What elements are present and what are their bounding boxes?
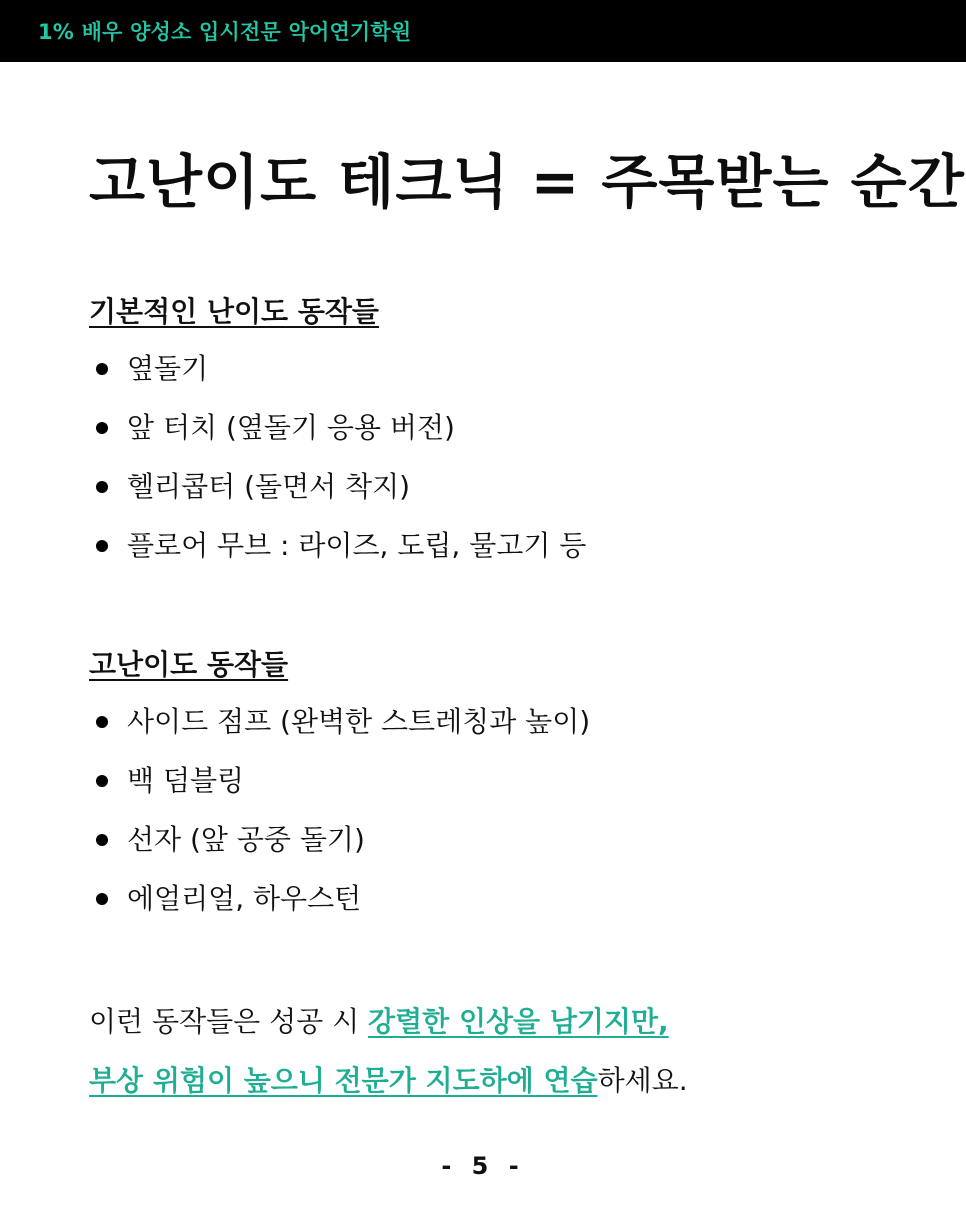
list-item-text: 에얼리얼, 하우스턴 — [127, 882, 362, 915]
page-number: - 5 - — [441, 1152, 525, 1180]
bullet-icon — [96, 481, 108, 493]
closing-line-1 — [89, 992, 688, 1051]
list-item-text: 앞 터치 (옆돌기 응용 버전) — [127, 411, 455, 444]
list-item — [89, 756, 590, 815]
bullet-icon — [96, 834, 108, 846]
list-item — [89, 815, 590, 874]
list-item-text: 헬리콥터 (돌면서 착지) — [127, 470, 411, 503]
bullet-icon — [96, 893, 108, 905]
list-item — [89, 403, 586, 462]
basic-moves-list — [89, 344, 586, 580]
list-item — [89, 874, 590, 933]
closing-line-2 — [89, 1051, 688, 1110]
list-item — [89, 697, 590, 756]
list-item-text: 백 덤블링 — [127, 764, 245, 797]
bullet-icon — [96, 422, 108, 434]
closing-highlight: 강렬한 인상을 남기지만, — [368, 1005, 669, 1038]
bullet-icon — [96, 775, 108, 787]
closing-paragraph — [89, 992, 688, 1110]
bullet-icon — [96, 540, 108, 552]
advanced-moves-list — [89, 697, 590, 933]
list-item-text: 선자 (앞 공중 돌기) — [127, 823, 365, 856]
list-item — [89, 462, 586, 521]
list-item — [89, 521, 586, 580]
bullet-icon — [96, 363, 108, 375]
list-item-text: 플로어 무브 : 라이즈, 도립, 물고기 등 — [127, 529, 587, 562]
section-heading-advanced: 고난이도 동작들 — [89, 648, 289, 681]
closing-text: 이런 동작들은 성공 시 — [89, 1005, 369, 1038]
list-item-text: 옆돌기 — [127, 352, 209, 385]
bullet-icon — [96, 716, 108, 728]
closing-highlight: 부상 위험이 높으니 전문가 지도하에 연습 — [89, 1064, 598, 1097]
banner-text: 1% 배우 양성소 입시전문 악어연기학원 — [38, 20, 412, 44]
list-item-text: 사이드 점프 (완벽한 스트레칭과 높이) — [127, 705, 591, 738]
section-heading-basic: 기본적인 난이도 동작들 — [89, 295, 379, 328]
closing-text: 하세요. — [597, 1064, 688, 1097]
page-title: 고난이도 테크닉 = 주목받는 순간 — [89, 148, 965, 216]
top-banner — [0, 0, 966, 62]
list-item — [89, 344, 586, 403]
